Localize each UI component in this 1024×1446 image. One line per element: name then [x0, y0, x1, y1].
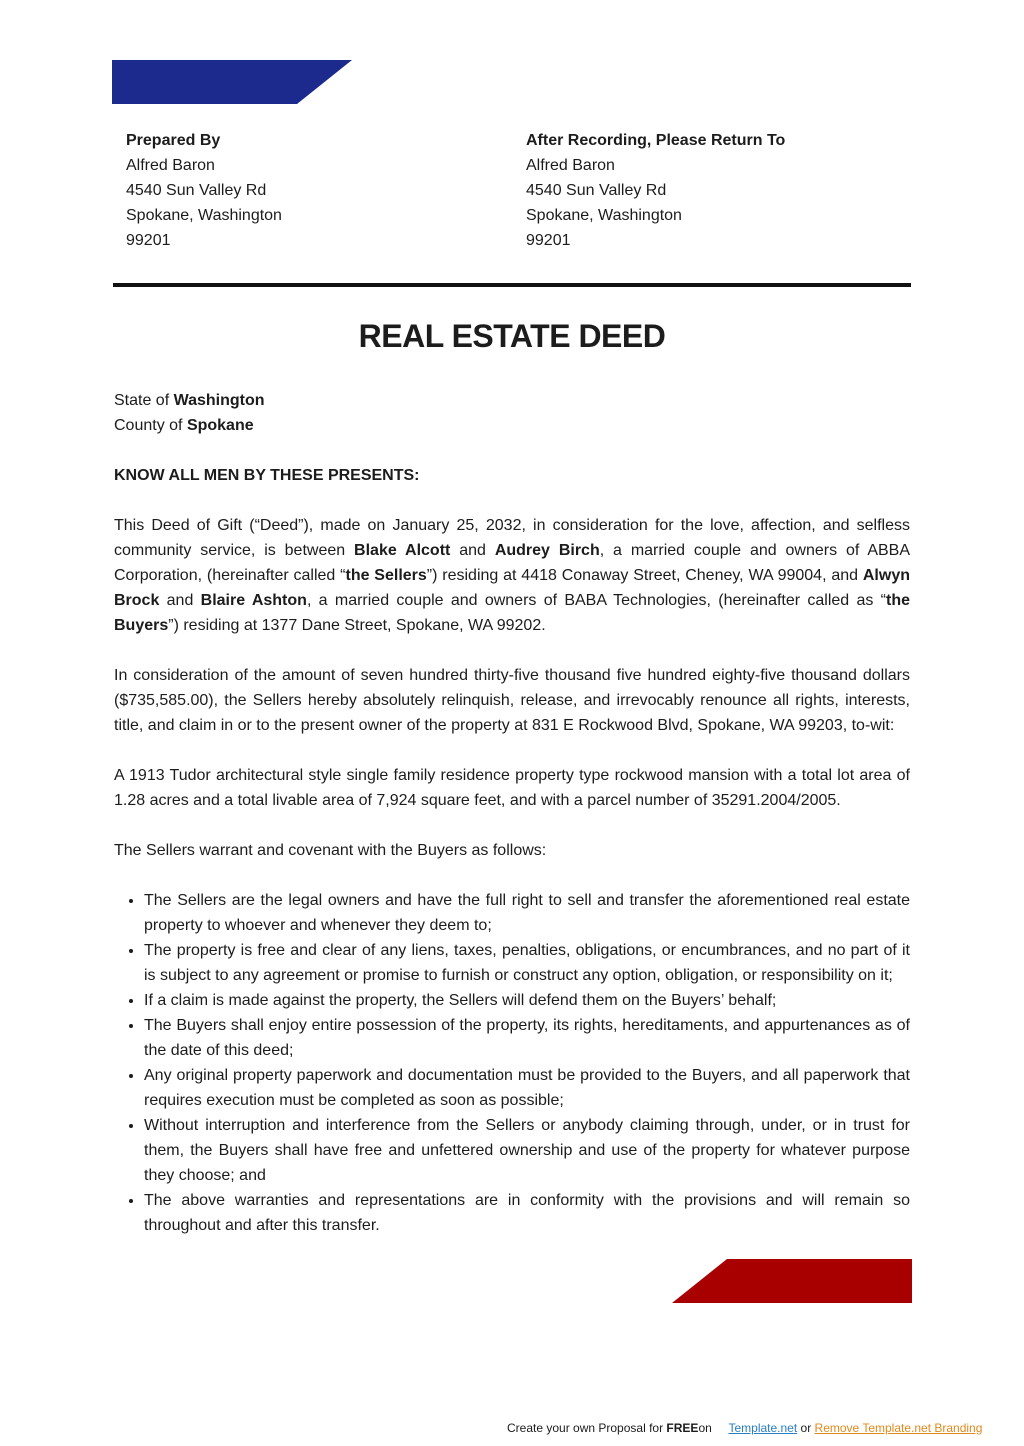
list-item: • The Buyers shall enjoy entire possession of the property, its rights, hereditaments, and appurtenances as of the date of this deed;	[144, 1013, 910, 1063]
document-title: REAL ESTATE DEED	[358, 318, 666, 354]
footer-free: FREE	[666, 1421, 699, 1435]
return-to-city: Spokane, Washington	[526, 207, 682, 224]
footer-text: on	[698, 1421, 716, 1435]
prepared-by-zip: 99201	[126, 232, 171, 249]
top-blue-banner	[112, 60, 352, 104]
sellers-term: the Sellers	[345, 567, 427, 584]
covenant-intro: The Sellers warrant and covenant with the Buyers as follows:	[114, 842, 547, 859]
state-label: State of	[114, 392, 174, 409]
parties-paragraph	[114, 513, 910, 638]
remove-branding-link[interactable]: Remove Template.net Branding	[814, 1421, 983, 1435]
return-to-block	[526, 128, 785, 253]
footer-or: or	[797, 1421, 815, 1435]
warranties-list	[114, 888, 910, 1238]
property-paragraph: A 1913 Tudor architectural style single family residence property type rockwood mansion with a total lot area of 1.28 acres and a total livable area of 7,924 square feet, and with a parcel number of 35291.2004/2005.	[114, 767, 910, 809]
list-item: • Without interruption and interference from the Sellers or anybody claiming through, under, or in trust for them, the Buyers shall have free and unfettered ownership and use of the property for whatever purpose they choose; and	[144, 1113, 910, 1188]
p1-text: ”) residing at 4418 Conaway Street, Cheney, WA 99004, and	[426, 567, 863, 584]
header-divider	[113, 283, 911, 287]
template-link[interactable]: Template.net	[728, 1421, 798, 1435]
list-item: • Any original property paperwork and documentation must be provided to the Buyers, and all paperwork that requires execution must be completed as soon as possible;	[144, 1063, 910, 1113]
return-to-name: Alfred Baron	[526, 157, 615, 174]
buyer-2-name: Blaire Ashton	[200, 592, 307, 609]
know-all-heading	[114, 463, 910, 488]
list-item: • The above warranties and representations are in conformity with the provisions and will remain so throughout and after this transfer.	[144, 1188, 910, 1238]
county-label: County of	[114, 417, 187, 434]
know-all-text: KNOW ALL MEN BY THESE PRESENTS:	[114, 467, 420, 484]
prepared-by-name: Alfred Baron	[126, 157, 215, 174]
consideration-paragraph: In consideration of the amount of seven hundred thirty-five thousand five hundred eighty-five thousand dollars ($735,585.00), the Sellers hereby absolutely relinquish, release, and irrevocably renounce all rights, interests, title, and claim in or to the present owner of the property at 831 E Rockwood Blvd, Spokane, WA 99203, to-wit:	[114, 667, 910, 734]
return-to-street: 4540 Sun Valley Rd	[526, 182, 667, 199]
list-item: • The property is free and clear of any liens, taxes, penalties, obligations, or encumbrances, and no part of it is subject to any agreement or promise to furnish or construct any option, obligation, or responsibility on it;	[144, 938, 910, 988]
deed-body	[114, 388, 910, 1238]
p1-text: , a married couple and owners of ABBA Corporation, (hereinafter called “	[114, 542, 911, 584]
state-value: Washington	[173, 392, 265, 409]
buyer-1-name: Alwyn Brock	[114, 567, 910, 609]
p1-text: This Deed of Gift (“Deed”), made on January 25, 2032, in consideration for the love, affection, and selfless community service, is between	[114, 517, 910, 559]
p1-text: , a married couple and owners of BABA Technologies, (hereinafter called as “	[306, 592, 887, 609]
list-item: • If a claim is made against the property, the Sellers will defend them on the Buyers’ behalf;	[144, 988, 910, 1013]
prepared-by-city: Spokane, Washington	[126, 207, 282, 224]
seller-2-name: Audrey Birch	[494, 542, 600, 559]
county-line	[114, 413, 910, 438]
bottom-red-banner	[672, 1259, 912, 1303]
prepared-by-street: 4540 Sun Valley Rd	[126, 182, 267, 199]
return-to-zip: 99201	[526, 232, 571, 249]
p1-text: and	[450, 542, 495, 559]
p1-text: ”) residing at 1377 Dane Street, Spokane, WA 99202.	[168, 617, 546, 634]
prepared-by-block	[126, 128, 282, 253]
footer-branding	[507, 1420, 982, 1436]
prepared-by-heading: Prepared By	[126, 132, 221, 149]
buyers-term: the Buyers	[114, 592, 911, 634]
seller-1-name: Blake Alcott	[354, 542, 451, 559]
state-line	[114, 388, 910, 413]
list-item: • The Sellers are the legal owners and have the full right to sell and transfer the aforementioned real estate property to whoever and whenever they deem to;	[144, 888, 910, 938]
return-to-heading: After Recording, Please Return To	[526, 132, 786, 149]
county-value: Spokane	[186, 417, 254, 434]
footer-text: Create your own Proposal for	[507, 1421, 667, 1435]
p1-text: and	[159, 592, 201, 609]
